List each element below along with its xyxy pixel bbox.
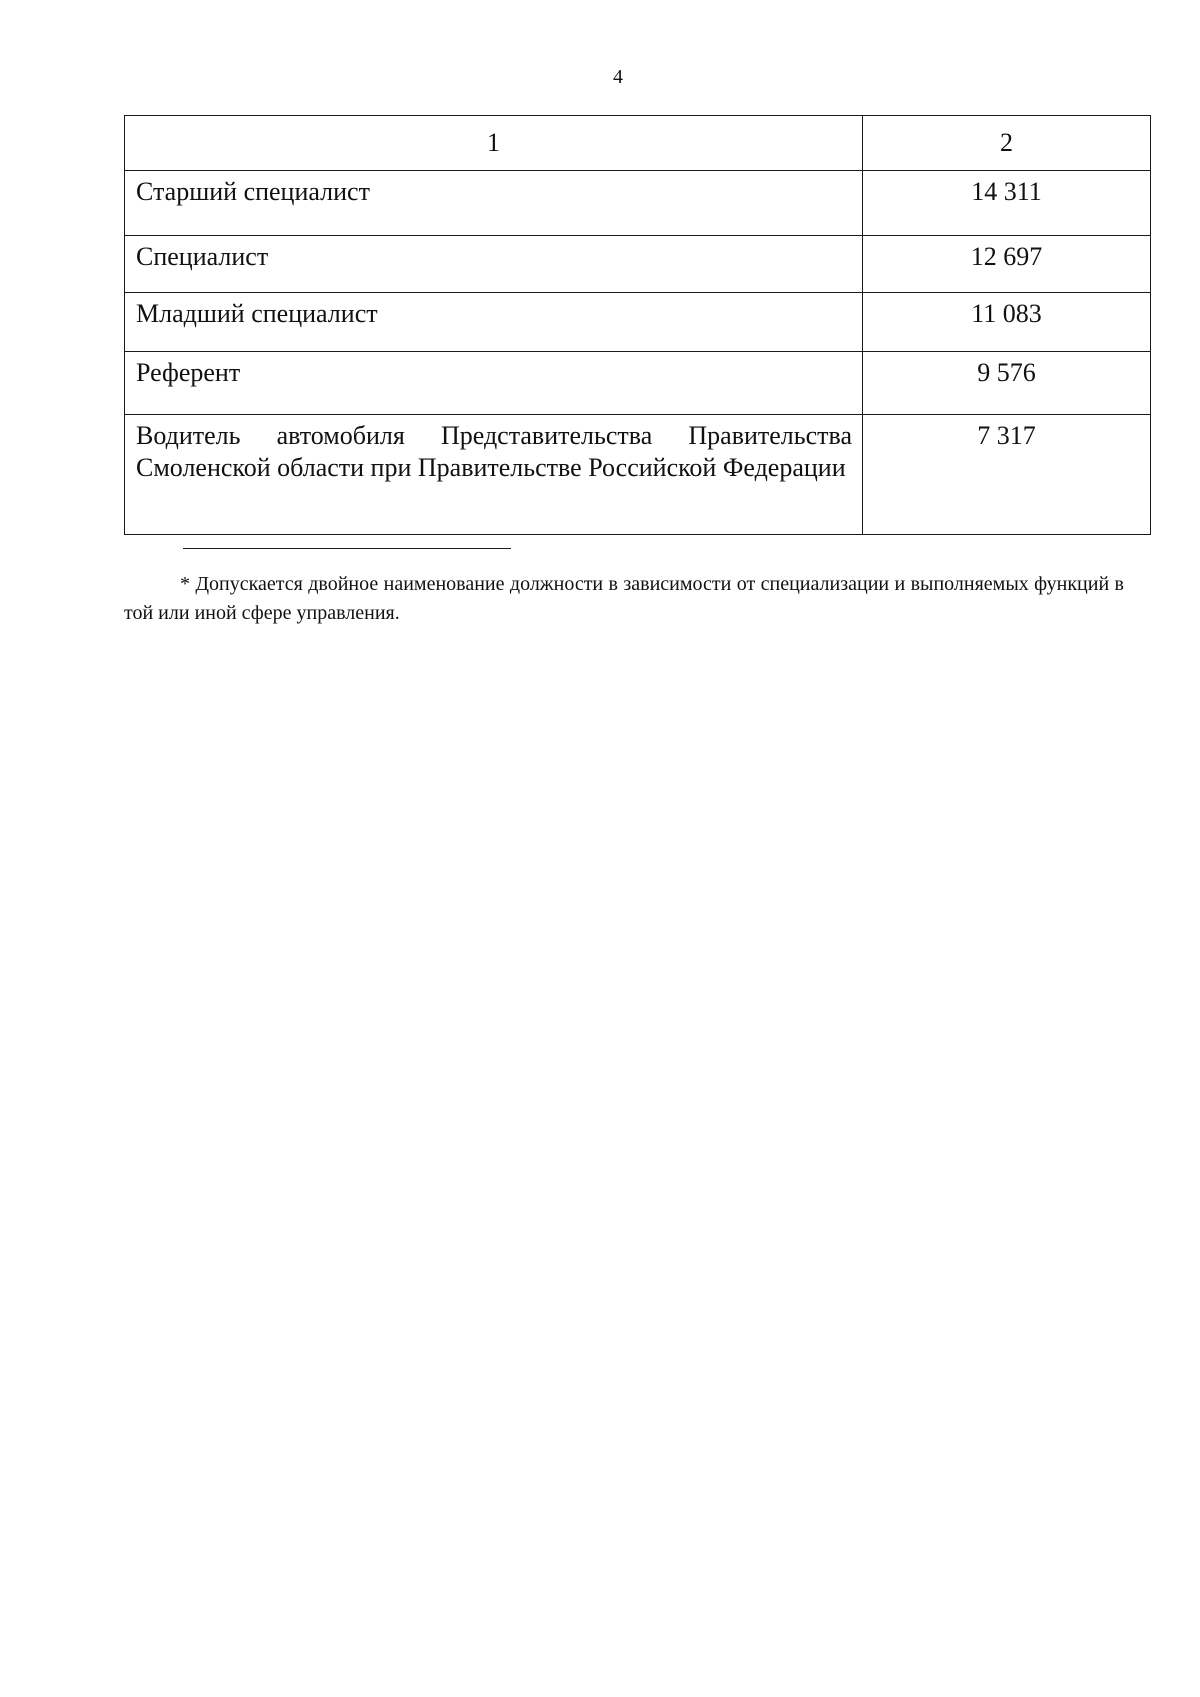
table-header-row	[125, 116, 1151, 171]
footnote-divider	[183, 548, 511, 549]
salary-value: 12 697	[863, 236, 1151, 293]
column-number-1: 1	[125, 116, 863, 171]
position-name: Водитель автомобиля Представительства Правительства Смоленской области при Правительстве Российской Федерации	[125, 415, 863, 535]
page-number: 4	[613, 66, 623, 88]
position-name: Референт	[125, 352, 863, 415]
table-row	[125, 415, 1151, 535]
salary-table	[124, 115, 1151, 535]
table-row	[125, 293, 1151, 352]
salary-value: 9 576	[863, 352, 1151, 415]
salary-value: 7 317	[863, 415, 1151, 535]
footnote-text: * Допускается двойное наименование должности в зависимости от специализации и выполняемых функций в той или иной сфере управления.	[124, 573, 1124, 624]
salary-value: 11 083	[863, 293, 1151, 352]
column-number-2: 2	[863, 116, 1151, 171]
salary-value: 14 311	[863, 171, 1151, 236]
position-name: Специалист	[125, 236, 863, 293]
position-name: Старший специалист	[125, 171, 863, 236]
position-name: Младший специалист	[125, 293, 863, 352]
table-row	[125, 171, 1151, 236]
table-row	[125, 236, 1151, 293]
table-row	[125, 352, 1151, 415]
